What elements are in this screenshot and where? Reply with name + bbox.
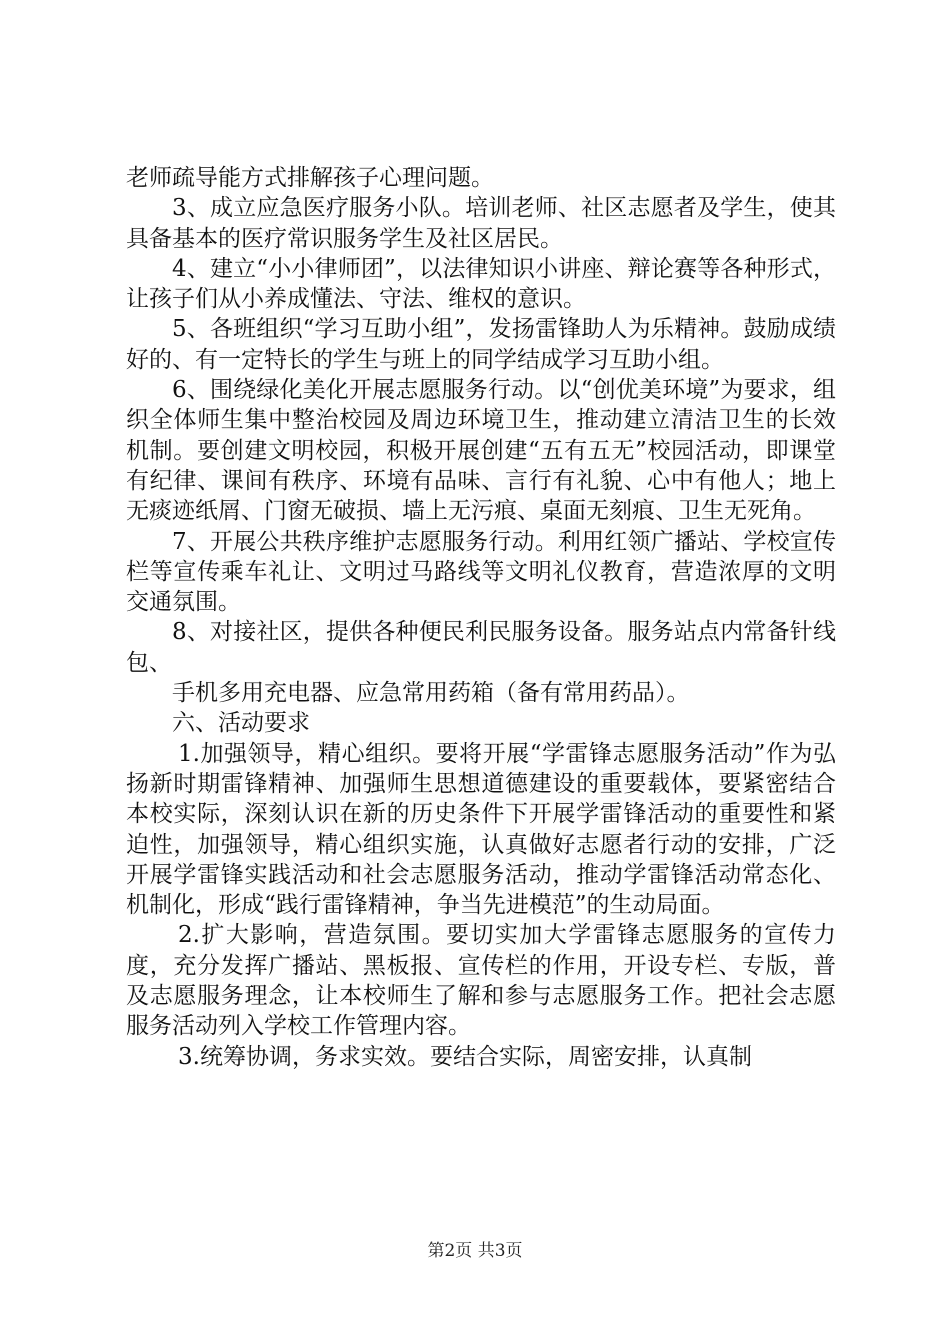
requirement-2: 2.扩大影响，营造氛围。要切实加大学雷锋志愿服务的宣传力度，充分发挥广播站、黑板报、宣传栏的作用，开设专栏、专版，普及志愿服务理念，让本校师生了解和参与志愿服务工作。把社会志愿服务活动列入学校工作管理内容。 bbox=[126, 922, 836, 1040]
paragraph-item-8-continued: 手机多用充电器、应急常用药箱（备有常用药品）。 bbox=[172, 680, 690, 707]
section-heading-requirements: 六、活动要求 bbox=[172, 710, 310, 737]
paragraph-item-5: 5、各班组织“学习互助小组”，发扬雷锋助人为乐精神。鼓励成绩好的、有一定特长的学生与班上的同学结成学习互助小组。 bbox=[126, 316, 836, 373]
paragraph-item-3: 3、成立应急医疗服务小队。培训老师、社区志愿者及学生，使其具备基本的医疗常识服务学生及社区居民。 bbox=[126, 195, 836, 252]
paragraph-item-6: 6、围绕绿化美化开展志愿服务行动。以“创优美环境”为要求，组织全体师生集中整治校园及周边环境卫生，推动建立清洁卫生的长效机制。要创建文明校园，积极开展创建“五有五无”校园活动，即课堂有纪律、课间有秩序、环境有品味、言行有礼貌、心中有他人；地上无痰迹纸屑、门窗无破损、墙上无污痕、桌面无刻痕、卫生无死角。 bbox=[126, 377, 836, 525]
paragraph-item-7: 7、开展公共秩序维护志愿服务行动。利用红领广播站、学校宣传栏等宣传乘车礼让、文明过马路线等文明礼仪教育，营造浓厚的文明交通氛围。 bbox=[126, 528, 836, 616]
paragraph-continuation: 老师疏导能方式排解孩子心理问题。 bbox=[126, 165, 494, 191]
requirement-1: 1.加强领导，精心组织。要将开展“学雷锋志愿服务活动”作为弘扬新时期雷锋精神、加强师生思想道德建设的重要载体，要紧密结合本校实际，深刻认识在新的历史条件下开展学雷锋活动的重要性和紧迫性，加强领导，精心组织实施，认真做好志愿者行动的安排，广泛开展学雷锋实践活动和社会志愿服务活动，推动学雷锋活动常态化、机制化，形成“践行雷锋精神，争当先进模范”的生动局面。 bbox=[126, 740, 836, 919]
page-footer: 第2页 共3页 bbox=[427, 1241, 523, 1261]
document-body bbox=[126, 163, 836, 1072]
paragraph-item-8: 8、对接社区，提供各种便民利民服务设备。服务站点内常备针线包、 bbox=[126, 619, 836, 676]
paragraph-item-4: 4、建立“小小律师团”，以法律知识小讲座、辩论赛等各种形式，让孩子们从小养成懂法、守法、维权的意识。 bbox=[126, 255, 836, 313]
requirement-3: 3.统筹协调，务求实效。要结合实际，周密安排，认真制 bbox=[178, 1043, 752, 1070]
